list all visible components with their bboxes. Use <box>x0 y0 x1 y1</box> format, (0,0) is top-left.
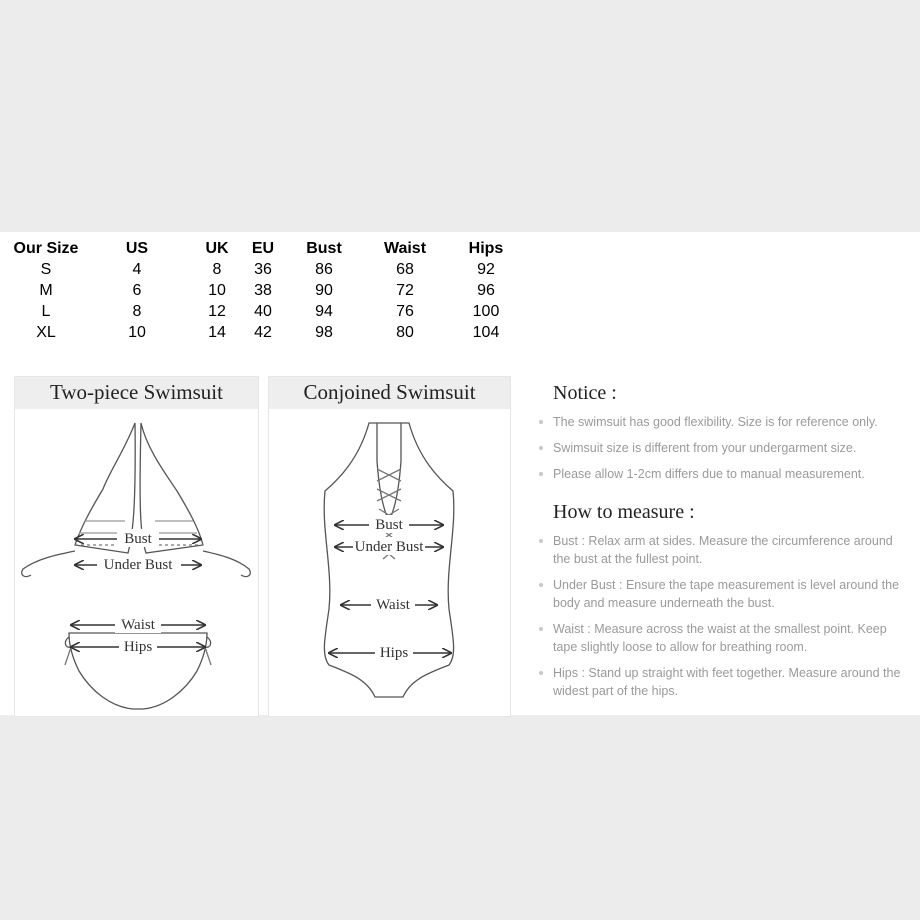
table-cell: 38 <box>254 282 272 299</box>
conjoined-card <box>268 376 511 717</box>
table-cell: 72 <box>396 282 414 299</box>
table-row <box>10 301 526 322</box>
two-piece-under-bust-label: Under Bust <box>103 557 173 573</box>
table-cell: XL <box>36 324 56 341</box>
table-cell: 92 <box>477 261 495 278</box>
two-piece-bust-label: Bust <box>124 531 152 547</box>
col-header-uk: UK <box>205 240 229 257</box>
table-cell: 6 <box>132 282 142 299</box>
two-piece-hips-label: Hips <box>123 639 153 655</box>
conjoined-title: Conjoined Swimsuit <box>269 377 510 409</box>
list-item: Hips : Stand up straight with feet together. Measure around the widest part of the hips. <box>553 664 913 700</box>
table-cell: 8 <box>212 261 222 278</box>
conjoined-diagram <box>269 409 510 715</box>
table-cell: 10 <box>128 324 146 341</box>
col-header-hips: Hips <box>468 240 504 257</box>
list-item: Bust : Relax arm at sides. Measure the circumference around the bust at the fullest point. <box>553 532 913 568</box>
notice-section <box>553 382 913 700</box>
notice-title: Notice : <box>553 382 617 404</box>
two-piece-title: Two-piece Swimsuit <box>15 377 258 409</box>
table-cell: 40 <box>254 303 272 320</box>
conjoined-under-bust-measure <box>335 537 443 555</box>
list-item: The swimsuit has good flexibility. Size is for reference only. <box>553 413 913 431</box>
table-cell: 42 <box>254 324 272 341</box>
table-cell: 94 <box>315 303 333 320</box>
conjoined-waist-label: Waist <box>376 597 410 613</box>
how-to-measure-list <box>553 532 913 700</box>
col-header-us: US <box>125 240 149 257</box>
table-row <box>10 280 526 301</box>
col-header-bust: Bust <box>306 240 342 257</box>
table-cell: M <box>39 282 53 299</box>
list-item: Swimsuit size is different from your undergarment size. <box>553 439 913 457</box>
table-cell: 10 <box>208 282 226 299</box>
table-cell: 4 <box>132 261 142 278</box>
table-cell: S <box>40 261 52 278</box>
size-guide-panel <box>0 232 920 715</box>
table-cell: 36 <box>254 261 272 278</box>
two-piece-under-bust-measure <box>75 555 201 573</box>
two-piece-diagram <box>15 409 258 715</box>
table-cell: 96 <box>477 282 495 299</box>
two-piece-waist-measure <box>71 615 205 633</box>
conjoined-hips-label: Hips <box>379 645 409 661</box>
table-row <box>10 322 526 343</box>
table-cell: 98 <box>315 324 333 341</box>
list-item: Under Bust : Ensure the tape measurement is level around the body and measure underneath the bust. <box>553 576 913 612</box>
conjoined-hips-measure <box>329 643 451 661</box>
table-cell: 86 <box>315 261 333 278</box>
table-cell: 14 <box>208 324 226 341</box>
table-cell: 80 <box>396 324 414 341</box>
table-cell: 90 <box>315 282 333 299</box>
two-piece-bust-measure <box>75 529 201 547</box>
table-cell: 104 <box>472 324 500 341</box>
table-cell: 100 <box>472 303 500 320</box>
table-cell: 8 <box>132 303 142 320</box>
col-header-eu: EU <box>251 240 275 257</box>
conjoined-waist-measure <box>341 595 437 613</box>
two-piece-waist-label: Waist <box>121 617 155 633</box>
table-row <box>10 259 526 280</box>
list-item: Waist : Measure across the waist at the smallest point. Keep tape slightly loose to allow for breathing room. <box>553 620 913 656</box>
col-header-our-size: Our Size <box>13 240 79 257</box>
table-cell: 68 <box>396 261 414 278</box>
two-piece-hips-measure <box>71 637 205 655</box>
bikini-top-outline <box>22 423 251 577</box>
conjoined-bust-label: Bust <box>375 517 403 533</box>
conjoined-bust-measure <box>335 515 443 533</box>
conjoined-under-bust-label: Under Bust <box>354 539 424 555</box>
list-item: Please allow 1-2cm differs due to manual measurement. <box>553 465 913 483</box>
how-to-measure-title: How to measure : <box>553 501 695 523</box>
col-header-waist: Waist <box>383 240 427 257</box>
size-table-header-row <box>10 238 526 259</box>
table-cell: L <box>41 303 51 320</box>
notice-list <box>553 413 913 483</box>
table-cell: 76 <box>396 303 414 320</box>
size-table <box>10 238 526 343</box>
table-cell: 12 <box>208 303 226 320</box>
two-piece-card <box>14 376 259 717</box>
